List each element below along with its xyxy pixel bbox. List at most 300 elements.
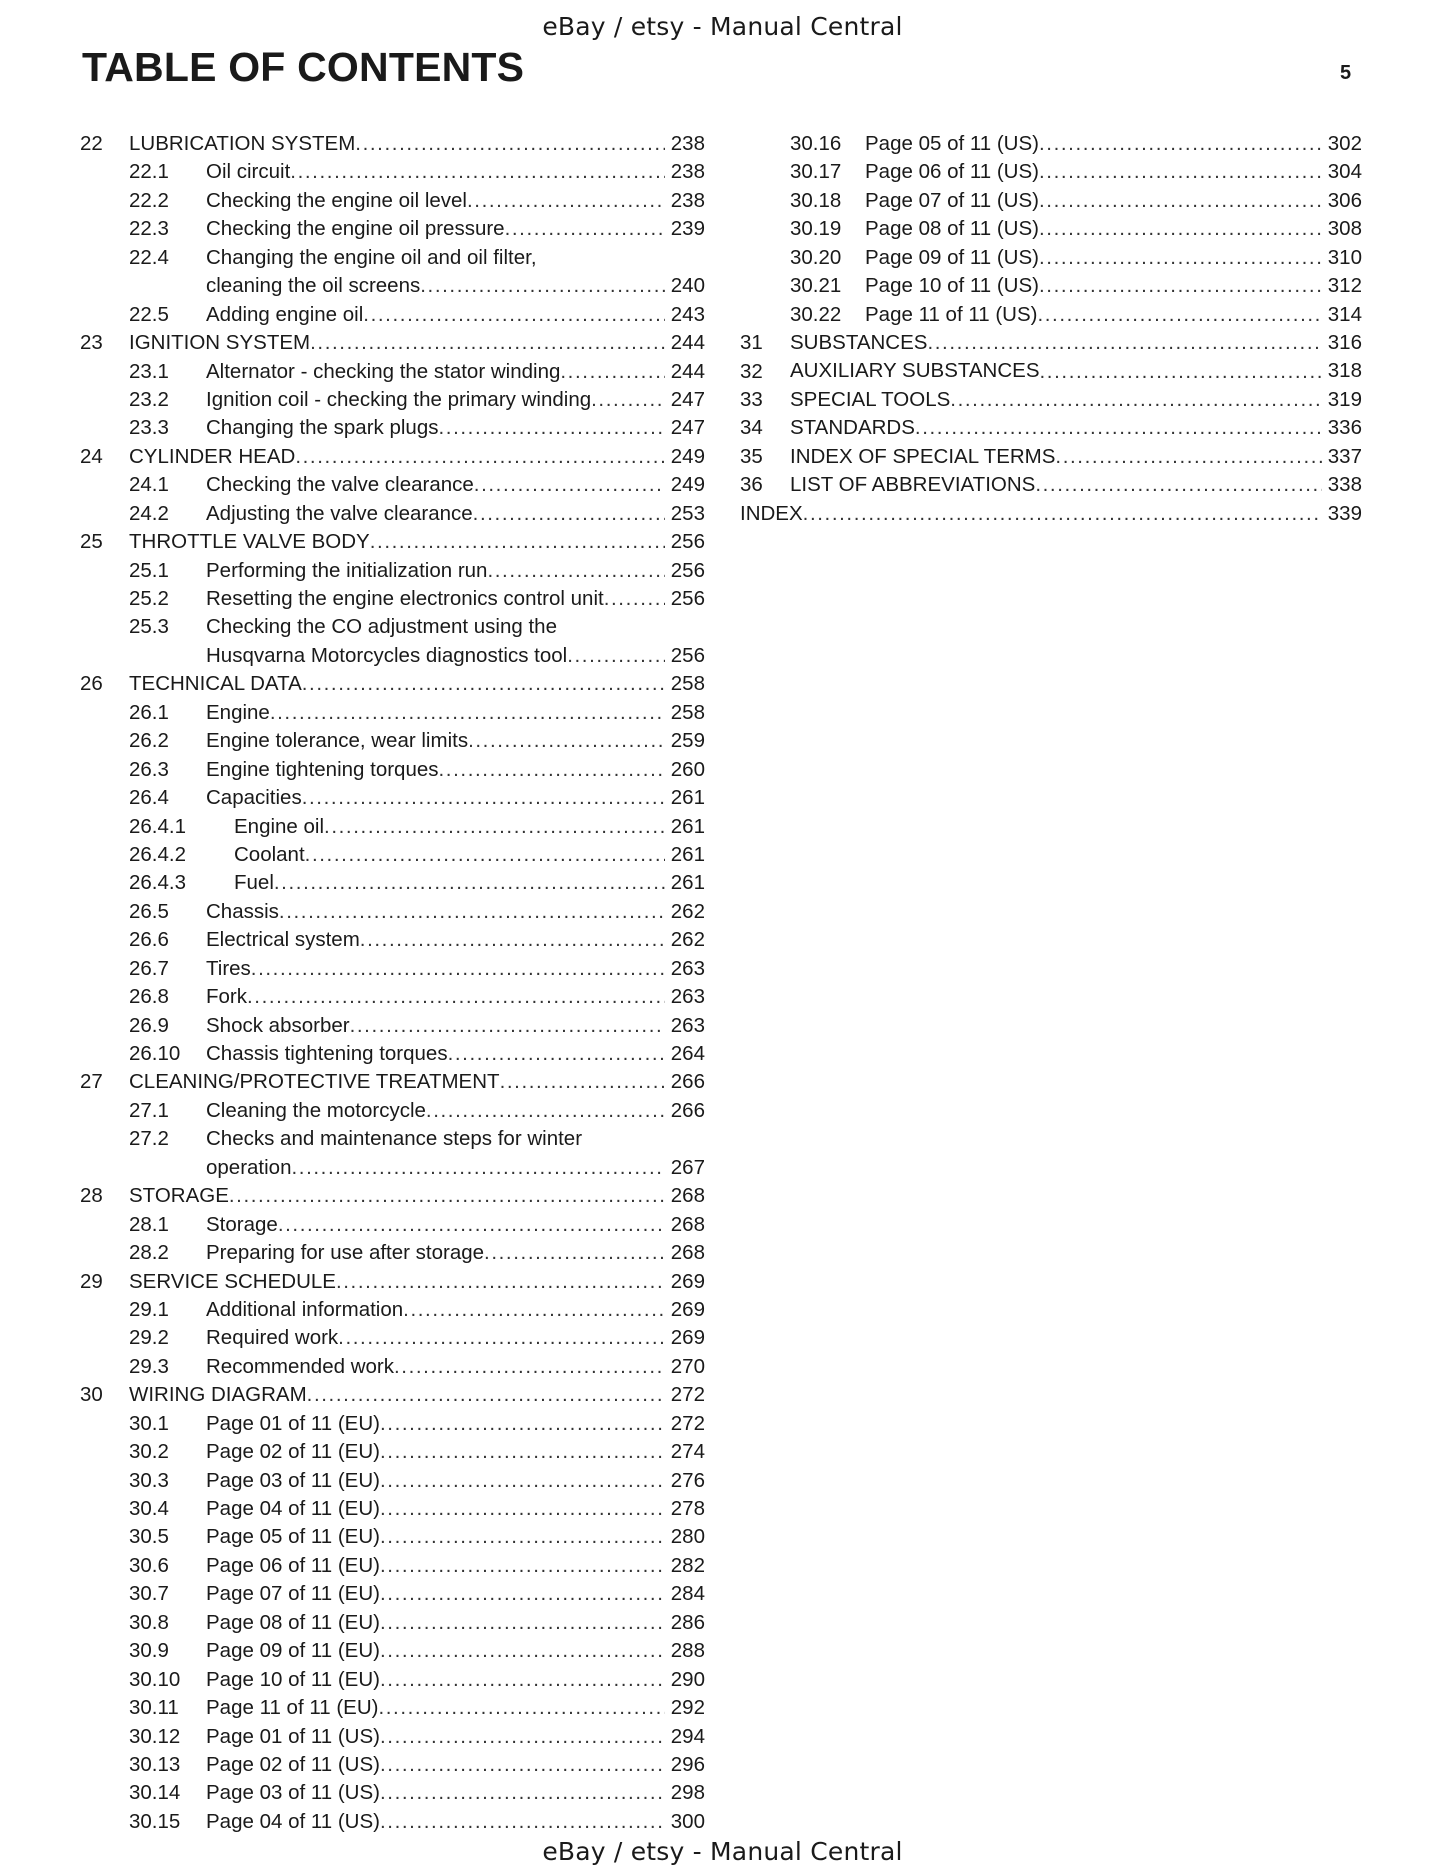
toc-entry-title: Engine tightening torques — [206, 757, 439, 781]
toc-entry — [80, 898, 705, 926]
toc-entry — [740, 244, 1362, 272]
toc-entry-page: 269 — [670, 1326, 705, 1350]
toc-entry-title: SPECIAL TOOLS — [790, 387, 951, 411]
toc-entry — [80, 1353, 705, 1381]
toc-entry-title: Engine tolerance, wear limits — [206, 729, 469, 753]
dot-leader — [380, 1723, 665, 1751]
toc-entry — [80, 414, 705, 442]
toc-entry-number: 26.4.3 — [129, 871, 186, 895]
toc-entry-page: 258 — [670, 700, 705, 724]
toc-entry-number: 25 — [80, 530, 103, 554]
toc-entry-page: 261 — [670, 871, 705, 895]
toc-entry-number: 28.2 — [129, 1241, 169, 1265]
toc-entry — [80, 1751, 705, 1779]
toc-entry — [80, 1495, 705, 1523]
toc-entry-title: Page 09 of 11 (EU) — [206, 1639, 380, 1663]
toc-entry-page: 337 — [1327, 444, 1362, 468]
toc-entry — [80, 784, 705, 812]
toc-entry — [80, 1438, 705, 1466]
toc-entry-number: 25.3 — [129, 615, 169, 639]
toc-entry-number: 26.6 — [129, 928, 169, 952]
toc-entry — [740, 443, 1362, 471]
toc-entry-page: 243 — [670, 302, 705, 326]
toc-entry-number: 26.7 — [129, 956, 169, 980]
dot-leader — [439, 756, 665, 784]
toc-entry-title: CLEANING/PROTECTIVE TREATMENT — [129, 1070, 500, 1094]
dot-leader — [1037, 301, 1321, 329]
dot-leader — [251, 955, 665, 983]
toc-entry-page: 298 — [670, 1781, 705, 1805]
toc-entry-number: 30.19 — [790, 217, 842, 241]
toc-entry-number: 30.10 — [129, 1667, 181, 1691]
toc-entry — [80, 1097, 705, 1125]
dot-leader — [380, 1751, 665, 1779]
dot-leader — [1039, 215, 1322, 243]
toc-entry-title: Checking the engine oil pressure — [206, 217, 505, 241]
toc-entry-page: 256 — [670, 558, 705, 582]
toc-entry — [80, 500, 705, 528]
toc-entry-page: 296 — [670, 1752, 705, 1776]
dot-leader — [467, 187, 665, 215]
toc-entry — [80, 528, 705, 556]
toc-entry-page: 258 — [670, 672, 705, 696]
dot-leader — [380, 1438, 665, 1466]
toc-entry-title: Recommended work — [206, 1354, 394, 1378]
toc-entry-title: Page 03 of 11 (EU) — [206, 1468, 380, 1492]
toc-entry-number: 30.5 — [129, 1525, 169, 1549]
dot-leader — [1039, 244, 1322, 272]
toc-entry-page: 262 — [670, 899, 705, 923]
toc-entry — [80, 1125, 705, 1182]
toc-entry-title: LIST OF ABBREVIATIONS — [790, 473, 1036, 497]
toc-entry-title: Page 08 of 11 (US) — [865, 217, 1039, 241]
toc-entry-number: 30.11 — [129, 1696, 179, 1720]
toc-entry-page: 247 — [670, 416, 705, 440]
toc-entry-page: 256 — [670, 530, 705, 554]
dot-leader — [378, 1694, 664, 1722]
toc-entry-title: Oil circuit — [206, 160, 291, 184]
toc-entry-number: 26.10 — [129, 1042, 181, 1066]
toc-entry — [80, 1324, 705, 1352]
toc-entry — [80, 1694, 705, 1722]
toc-entry — [80, 841, 705, 869]
toc-entry — [740, 329, 1362, 357]
toc-entry-title: Page 10 of 11 (EU) — [206, 1667, 380, 1691]
toc-entry-number: 29.3 — [129, 1354, 169, 1378]
toc-entry-number: 30.4 — [129, 1497, 169, 1521]
dot-leader — [380, 1495, 665, 1523]
toc-entry-title: TECHNICAL DATA — [129, 672, 302, 696]
dot-leader — [380, 1808, 665, 1836]
toc-entry-number: 29.2 — [129, 1326, 169, 1350]
toc-entry-number: 28 — [80, 1184, 103, 1208]
toc-entry-title: Page 01 of 11 (EU) — [206, 1411, 380, 1435]
toc-entry-number: 22.3 — [129, 217, 169, 241]
toc-entry-number: 26.1 — [129, 700, 169, 724]
toc-entry — [80, 1723, 705, 1751]
toc-entry-page: 263 — [670, 1013, 705, 1037]
toc-entry-page: 256 — [670, 643, 705, 667]
dot-leader — [290, 158, 664, 186]
dot-leader — [336, 1268, 665, 1296]
toc-entry-page: 284 — [670, 1582, 705, 1606]
toc-entry-page: 261 — [670, 786, 705, 810]
toc-entry-title: Page 09 of 11 (US) — [865, 245, 1039, 269]
toc-entry-page: 304 — [1327, 160, 1362, 184]
toc-entry — [740, 358, 1362, 386]
toc-entry-title: INDEX OF SPECIAL TERMS — [790, 444, 1056, 468]
toc-entry-page: 338 — [1327, 473, 1362, 497]
toc-entry-title: Husqvarna Motorcycles diagnostics tool — [206, 643, 568, 667]
toc-entry-page: 259 — [670, 729, 705, 753]
toc-entry-number: 22.1 — [129, 160, 169, 184]
toc-entry-title: Storage — [206, 1212, 278, 1236]
toc-entry — [80, 1666, 705, 1694]
toc-entry-title: AUXILIARY SUBSTANCES — [790, 359, 1040, 383]
toc-entry-page: 260 — [670, 757, 705, 781]
toc-entry-number: 36 — [740, 473, 763, 497]
toc-entry-number: 34 — [740, 416, 763, 440]
toc-entry-page: 268 — [670, 1241, 705, 1265]
dot-leader — [274, 869, 665, 897]
dot-leader — [484, 1239, 665, 1267]
dot-leader — [279, 898, 665, 926]
page-number: 5 — [1340, 62, 1352, 84]
toc-entry-number: 23 — [80, 331, 103, 355]
dot-leader — [380, 1779, 665, 1807]
toc-entry-page: 266 — [670, 1070, 705, 1094]
toc-entry-number: 27 — [80, 1070, 103, 1094]
toc-entry-number: 30.15 — [129, 1809, 181, 1833]
toc-entry — [80, 244, 705, 301]
toc-entry-number: 26.2 — [129, 729, 169, 753]
toc-entry-number: 33 — [740, 387, 763, 411]
toc-entry — [740, 500, 1362, 528]
toc-entry — [80, 1068, 705, 1096]
toc-entry-page: 262 — [670, 928, 705, 952]
toc-entry-title: Ignition coil - checking the primary winding — [206, 387, 592, 411]
toc-entry — [740, 187, 1362, 215]
dot-leader — [380, 1580, 665, 1608]
toc-entry-title: Tires — [206, 956, 251, 980]
toc-entry-page: 249 — [670, 473, 705, 497]
toc-entry-number: 30.2 — [129, 1440, 169, 1464]
toc-entry-title: Shock absorber — [206, 1013, 350, 1037]
dot-leader — [310, 329, 665, 357]
toc-entry — [80, 613, 705, 670]
toc-entry-title: Page 06 of 11 (EU) — [206, 1553, 380, 1577]
toc-entry-number: 27.2 — [129, 1127, 169, 1151]
toc-entry-title: STORAGE — [129, 1184, 229, 1208]
toc-entry — [80, 1182, 705, 1210]
toc-entry-title: Page 11 of 11 (US) — [865, 302, 1038, 326]
toc-entry-page: 319 — [1327, 387, 1362, 411]
toc-entry — [740, 414, 1362, 442]
toc-entry-number: 35 — [740, 444, 763, 468]
dot-leader — [439, 414, 665, 442]
toc-entry-page: 264 — [670, 1042, 705, 1066]
toc-entry-number: 22.5 — [129, 302, 169, 326]
toc-entry — [80, 1381, 705, 1409]
toc-entry-title: CYLINDER HEAD — [129, 444, 296, 468]
dot-leader — [229, 1182, 665, 1210]
toc-entry-number: 29.1 — [129, 1297, 169, 1321]
toc-entry-title: Page 05 of 11 (EU) — [206, 1525, 380, 1549]
toc-entry-page: 336 — [1327, 416, 1362, 440]
toc-entry — [80, 443, 705, 471]
toc-entry-title: Coolant — [234, 842, 305, 866]
toc-entry-page: 263 — [670, 985, 705, 1009]
dot-leader — [950, 386, 1322, 414]
toc-entry-title: Adding engine oil — [206, 302, 364, 326]
watermark-bottom: eBay / etsy - Manual Central — [542, 1837, 903, 1866]
toc-entry-number: 30.16 — [790, 132, 842, 155]
toc-entry-title-line1: Changing the engine oil and oil filter, — [206, 245, 537, 269]
dot-leader — [474, 471, 665, 499]
dot-leader — [420, 272, 665, 300]
toc-entry-title: Capacities — [206, 786, 302, 810]
toc-entry-number: 26.8 — [129, 985, 169, 1009]
toc-entry-title: Page 10 of 11 (US) — [865, 274, 1039, 298]
toc-entry-number: 23.3 — [129, 416, 169, 440]
toc-entry-page: 288 — [670, 1639, 705, 1663]
page-title: TABLE OF CONTENTS — [82, 44, 525, 90]
dot-leader — [270, 699, 665, 727]
toc-entry — [80, 1012, 705, 1040]
toc-entry — [80, 926, 705, 954]
toc-entry-page: 256 — [670, 587, 705, 610]
toc-entry-page: 306 — [1327, 188, 1362, 212]
toc-entry-title: SERVICE SCHEDULE — [129, 1269, 336, 1293]
toc-entry — [80, 215, 705, 243]
toc-entry-number: 27.1 — [129, 1098, 169, 1122]
toc-entry-page: 268 — [670, 1184, 705, 1208]
toc-entry-number: 24.1 — [129, 473, 169, 497]
toc-entry-page: 278 — [670, 1497, 705, 1521]
toc-entry-page: 267 — [670, 1155, 705, 1179]
toc-entry — [80, 1552, 705, 1580]
toc-entry-number: 30.14 — [129, 1781, 181, 1805]
toc-entry-page: 244 — [670, 331, 705, 355]
toc-entry-number: 30.1 — [129, 1411, 169, 1435]
dot-leader — [370, 528, 665, 556]
toc-entry-number: 30.3 — [129, 1468, 169, 1492]
toc-entry-title: Chassis — [206, 899, 279, 923]
toc-entry-page: 290 — [670, 1667, 705, 1691]
toc-entry-number: 30.21 — [790, 274, 842, 298]
toc-entry-page: 272 — [670, 1383, 705, 1407]
toc-entry-number: 26.4.2 — [129, 842, 186, 866]
dot-leader — [927, 329, 1321, 357]
dot-leader — [394, 1353, 665, 1381]
toc-entry-title: Page 06 of 11 (US) — [865, 160, 1039, 184]
toc-entry-number: 30.20 — [790, 245, 842, 269]
toc-entry — [80, 869, 705, 897]
toc-entry — [80, 699, 705, 727]
dot-leader — [380, 1552, 665, 1580]
toc-entry — [80, 1779, 705, 1807]
toc-entry — [80, 1268, 705, 1296]
toc-entry-title: THROTTLE VALVE BODY — [129, 530, 370, 554]
toc-entry-page: 274 — [670, 1440, 705, 1464]
toc-entry-title: SUBSTANCES — [790, 331, 928, 355]
dot-leader — [360, 926, 665, 954]
toc-entry-number: 26.5 — [129, 899, 169, 923]
toc-entry-page: 292 — [670, 1696, 705, 1720]
toc-entry-page: 253 — [670, 501, 705, 525]
toc-entry-page: 294 — [670, 1724, 705, 1748]
dot-leader — [380, 1609, 665, 1637]
toc-entry-title: Page 07 of 11 (US) — [865, 188, 1039, 212]
toc-entry-title: Page 04 of 11 (EU) — [206, 1497, 380, 1521]
dot-leader — [487, 557, 664, 585]
toc-entry-title: STANDARDS — [790, 416, 915, 440]
toc-entry-page: 263 — [670, 956, 705, 980]
toc-entry-number: 31 — [740, 331, 763, 355]
toc-entry-title: Checking the valve clearance — [206, 473, 474, 497]
toc-entry — [80, 955, 705, 983]
toc-entry — [80, 1609, 705, 1637]
toc-entry-number: 26.4 — [129, 786, 169, 810]
toc-entry-title: Page 05 of 11 (US) — [865, 131, 1039, 155]
toc-entry-page: 280 — [670, 1525, 705, 1549]
toc-entry-number: 26.4.1 — [129, 814, 186, 838]
toc-entry — [80, 585, 705, 613]
toc-entry-title: Page 01 of 11 (US) — [206, 1724, 380, 1748]
toc-entry-number: 25.2 — [129, 587, 169, 611]
toc-entry-number: 30.17 — [790, 160, 842, 184]
toc-entry — [80, 187, 705, 215]
dot-leader — [380, 1467, 665, 1495]
toc-entry — [80, 1523, 705, 1551]
toc-entry-page: 269 — [670, 1297, 705, 1321]
toc-entry-title: Fork — [206, 985, 247, 1009]
toc-entry — [740, 386, 1362, 414]
toc-entry-number: 22.4 — [129, 245, 169, 269]
toc-entry-title: Performing the initialization run — [206, 558, 488, 582]
dot-leader — [324, 813, 665, 841]
toc-entry — [740, 471, 1362, 499]
toc-entry-title: Page 02 of 11 (US) — [206, 1752, 380, 1776]
watermark-top: eBay / etsy - Manual Central — [542, 12, 903, 41]
toc-entry — [80, 727, 705, 755]
toc-entry-title: Alternator - checking the stator winding — [206, 359, 561, 383]
toc-entry-page: 268 — [670, 1212, 705, 1236]
toc-entry — [80, 1808, 705, 1836]
dot-leader — [355, 130, 664, 158]
dot-leader — [338, 1324, 665, 1352]
toc-entry-page: 282 — [670, 1553, 705, 1577]
dot-leader — [560, 358, 664, 386]
toc-entry-number: 24.2 — [129, 501, 169, 525]
toc-entry-title: Preparing for use after storage — [206, 1241, 485, 1265]
toc-entry — [80, 301, 705, 329]
dot-leader — [380, 1523, 665, 1551]
toc-entry-title: INDEX — [740, 501, 803, 525]
toc-entry-title: Page 03 of 11 (US) — [206, 1781, 380, 1805]
dot-leader — [468, 727, 665, 755]
toc-entry — [80, 471, 705, 499]
toc-entry-title-line1: Checking the CO adjustment using the — [206, 615, 557, 639]
toc-entry — [80, 158, 705, 186]
toc-entry-number: 30.8 — [129, 1610, 169, 1634]
toc-entry-title: Page 11 of 11 (EU) — [206, 1696, 379, 1720]
dot-leader — [500, 1068, 665, 1096]
toc-entry-page: 269 — [670, 1269, 705, 1293]
toc-entry — [80, 670, 705, 698]
toc-entry — [80, 983, 705, 1011]
toc-entry — [740, 130, 1362, 158]
toc-entry-title: Resetting the engine electronics control unit — [206, 587, 604, 610]
dot-leader — [1040, 358, 1322, 386]
toc-entry-title: Changing the spark plugs — [206, 416, 439, 440]
toc-entry-title: Checking the engine oil level — [206, 188, 467, 212]
toc-entry-number: 28.1 — [129, 1212, 169, 1236]
toc-entry-title: Cleaning the motorcycle — [206, 1098, 426, 1122]
toc-entry-title: LUBRICATION SYSTEM — [129, 131, 356, 155]
toc-entry — [80, 1637, 705, 1665]
toc-entry-title: Page 08 of 11 (EU) — [206, 1610, 380, 1634]
toc-entry-number: 24 — [80, 444, 103, 468]
dot-leader — [403, 1296, 665, 1324]
toc-entry — [80, 1467, 705, 1495]
toc-entry-number: 22 — [80, 132, 103, 155]
toc-entry-number: 30.22 — [790, 302, 842, 326]
toc-entry-number: 30.18 — [790, 188, 842, 212]
toc-entry-number: 30.12 — [129, 1724, 181, 1748]
toc-entry-page: 302 — [1327, 131, 1362, 155]
toc-entry-number: 30.9 — [129, 1639, 169, 1663]
toc-entry-title-line1: Checks and maintenance steps for winter — [206, 1127, 583, 1151]
toc-entry — [80, 813, 705, 841]
dot-leader — [1039, 272, 1322, 300]
toc-entry-page: 249 — [670, 444, 705, 468]
dot-leader — [380, 1666, 665, 1694]
dot-leader — [505, 215, 665, 243]
toc-entry-number: 30.13 — [129, 1752, 181, 1776]
dot-leader — [305, 841, 665, 869]
toc-entry-number: 22.2 — [129, 188, 169, 212]
toc-entry-title: Engine — [206, 700, 270, 724]
toc-entry-title: Fuel — [234, 871, 274, 895]
dot-leader — [1039, 130, 1322, 158]
toc-entry-page: 276 — [670, 1468, 705, 1492]
dot-leader — [604, 585, 665, 613]
toc-entry — [80, 386, 705, 414]
toc-entry — [740, 158, 1362, 186]
toc-entry-number: 29 — [80, 1269, 103, 1293]
toc-entry-number: 23.1 — [129, 359, 169, 383]
toc-entry-page: 272 — [670, 1411, 705, 1435]
toc-entry-page: 261 — [670, 842, 705, 866]
dot-leader — [1055, 443, 1321, 471]
dot-leader — [591, 386, 665, 414]
toc-entry-page: 266 — [670, 1098, 705, 1122]
toc-entry-number: 26.3 — [129, 757, 169, 781]
toc-entry — [80, 1211, 705, 1239]
toc-entry-page: 238 — [670, 131, 705, 155]
toc-entry-page: 312 — [1327, 274, 1362, 298]
toc-entry — [740, 272, 1362, 300]
toc-entry-page: 238 — [670, 160, 705, 184]
dot-leader — [295, 443, 664, 471]
toc-entry-page: 240 — [670, 274, 705, 298]
toc-entry-page: 244 — [670, 359, 705, 383]
toc-entry-page: 314 — [1327, 302, 1362, 326]
toc-entry — [80, 1410, 705, 1438]
toc-entry-title: Chassis tightening torques — [206, 1042, 448, 1066]
toc-entry-number: 26 — [80, 672, 103, 696]
